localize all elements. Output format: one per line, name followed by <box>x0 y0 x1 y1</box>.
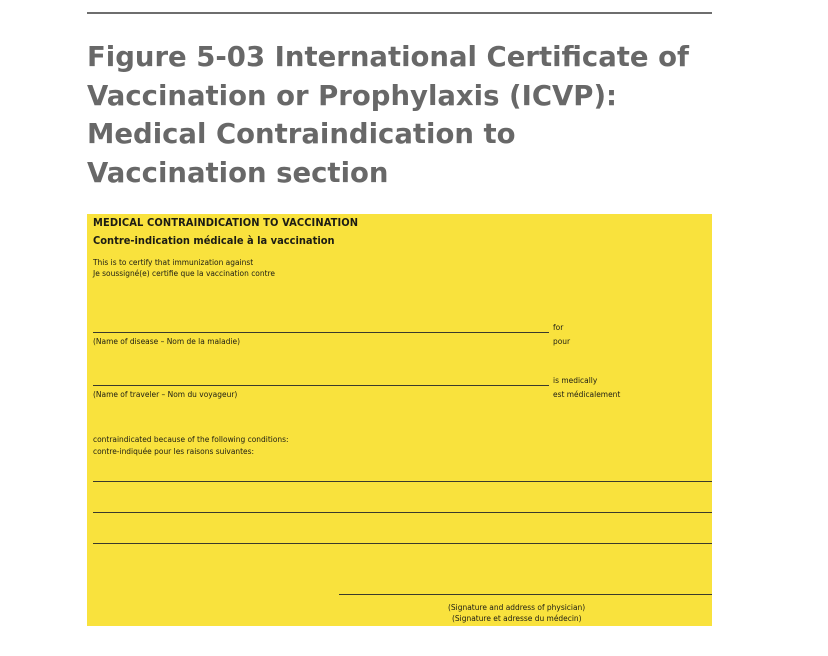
signature-line <box>339 594 712 595</box>
disease-name-line <box>93 332 549 333</box>
disease-field-label: (Name of disease – Nom de la maladie) <box>93 336 241 346</box>
top-divider <box>87 12 712 14</box>
figure-title-line-4: Vaccination section <box>87 156 389 189</box>
traveler-field-label: (Name of traveler – Nom du voyageur) <box>93 389 238 399</box>
certify-text-en: This is to certify that immunization against <box>93 257 254 267</box>
contraindication-certificate <box>87 214 712 626</box>
conditions-line-2 <box>93 512 712 513</box>
certificate-subheading: Contre-indication médicale à la vaccination <box>93 234 335 247</box>
conditions-line-1 <box>93 481 712 482</box>
figure-title <box>87 38 727 192</box>
conditions-text-fr: contre-indiquée pour les raisons suivantes: <box>93 446 255 456</box>
conditions-line-3 <box>93 543 712 544</box>
signature-label-en: (Signature and address of physician) <box>448 602 586 612</box>
signature-label-fr: (Signature et adresse du médecin) <box>452 613 582 623</box>
figure-title-line-3: Medical Contraindication to <box>87 118 516 150</box>
figure-title-line-2: Vaccination or Prophylaxis (ICVP): <box>87 79 618 112</box>
certify-text-fr: Je soussigné(e) certifie que la vaccination contre <box>93 268 275 278</box>
figure-title-line-1: Figure 5-03 International Certificate of <box>87 41 689 73</box>
conditions-text-en: contraindicated because of the following conditions: <box>93 434 289 444</box>
certificate-heading: MEDICAL CONTRAINDICATION TO VACCINATION <box>93 216 359 229</box>
medically-text-fr: est médicalement <box>553 389 621 399</box>
for-text-fr: pour <box>553 336 571 346</box>
for-text-en: for <box>553 322 564 332</box>
traveler-name-line <box>93 385 549 386</box>
medically-text-en: is medically <box>553 375 598 385</box>
